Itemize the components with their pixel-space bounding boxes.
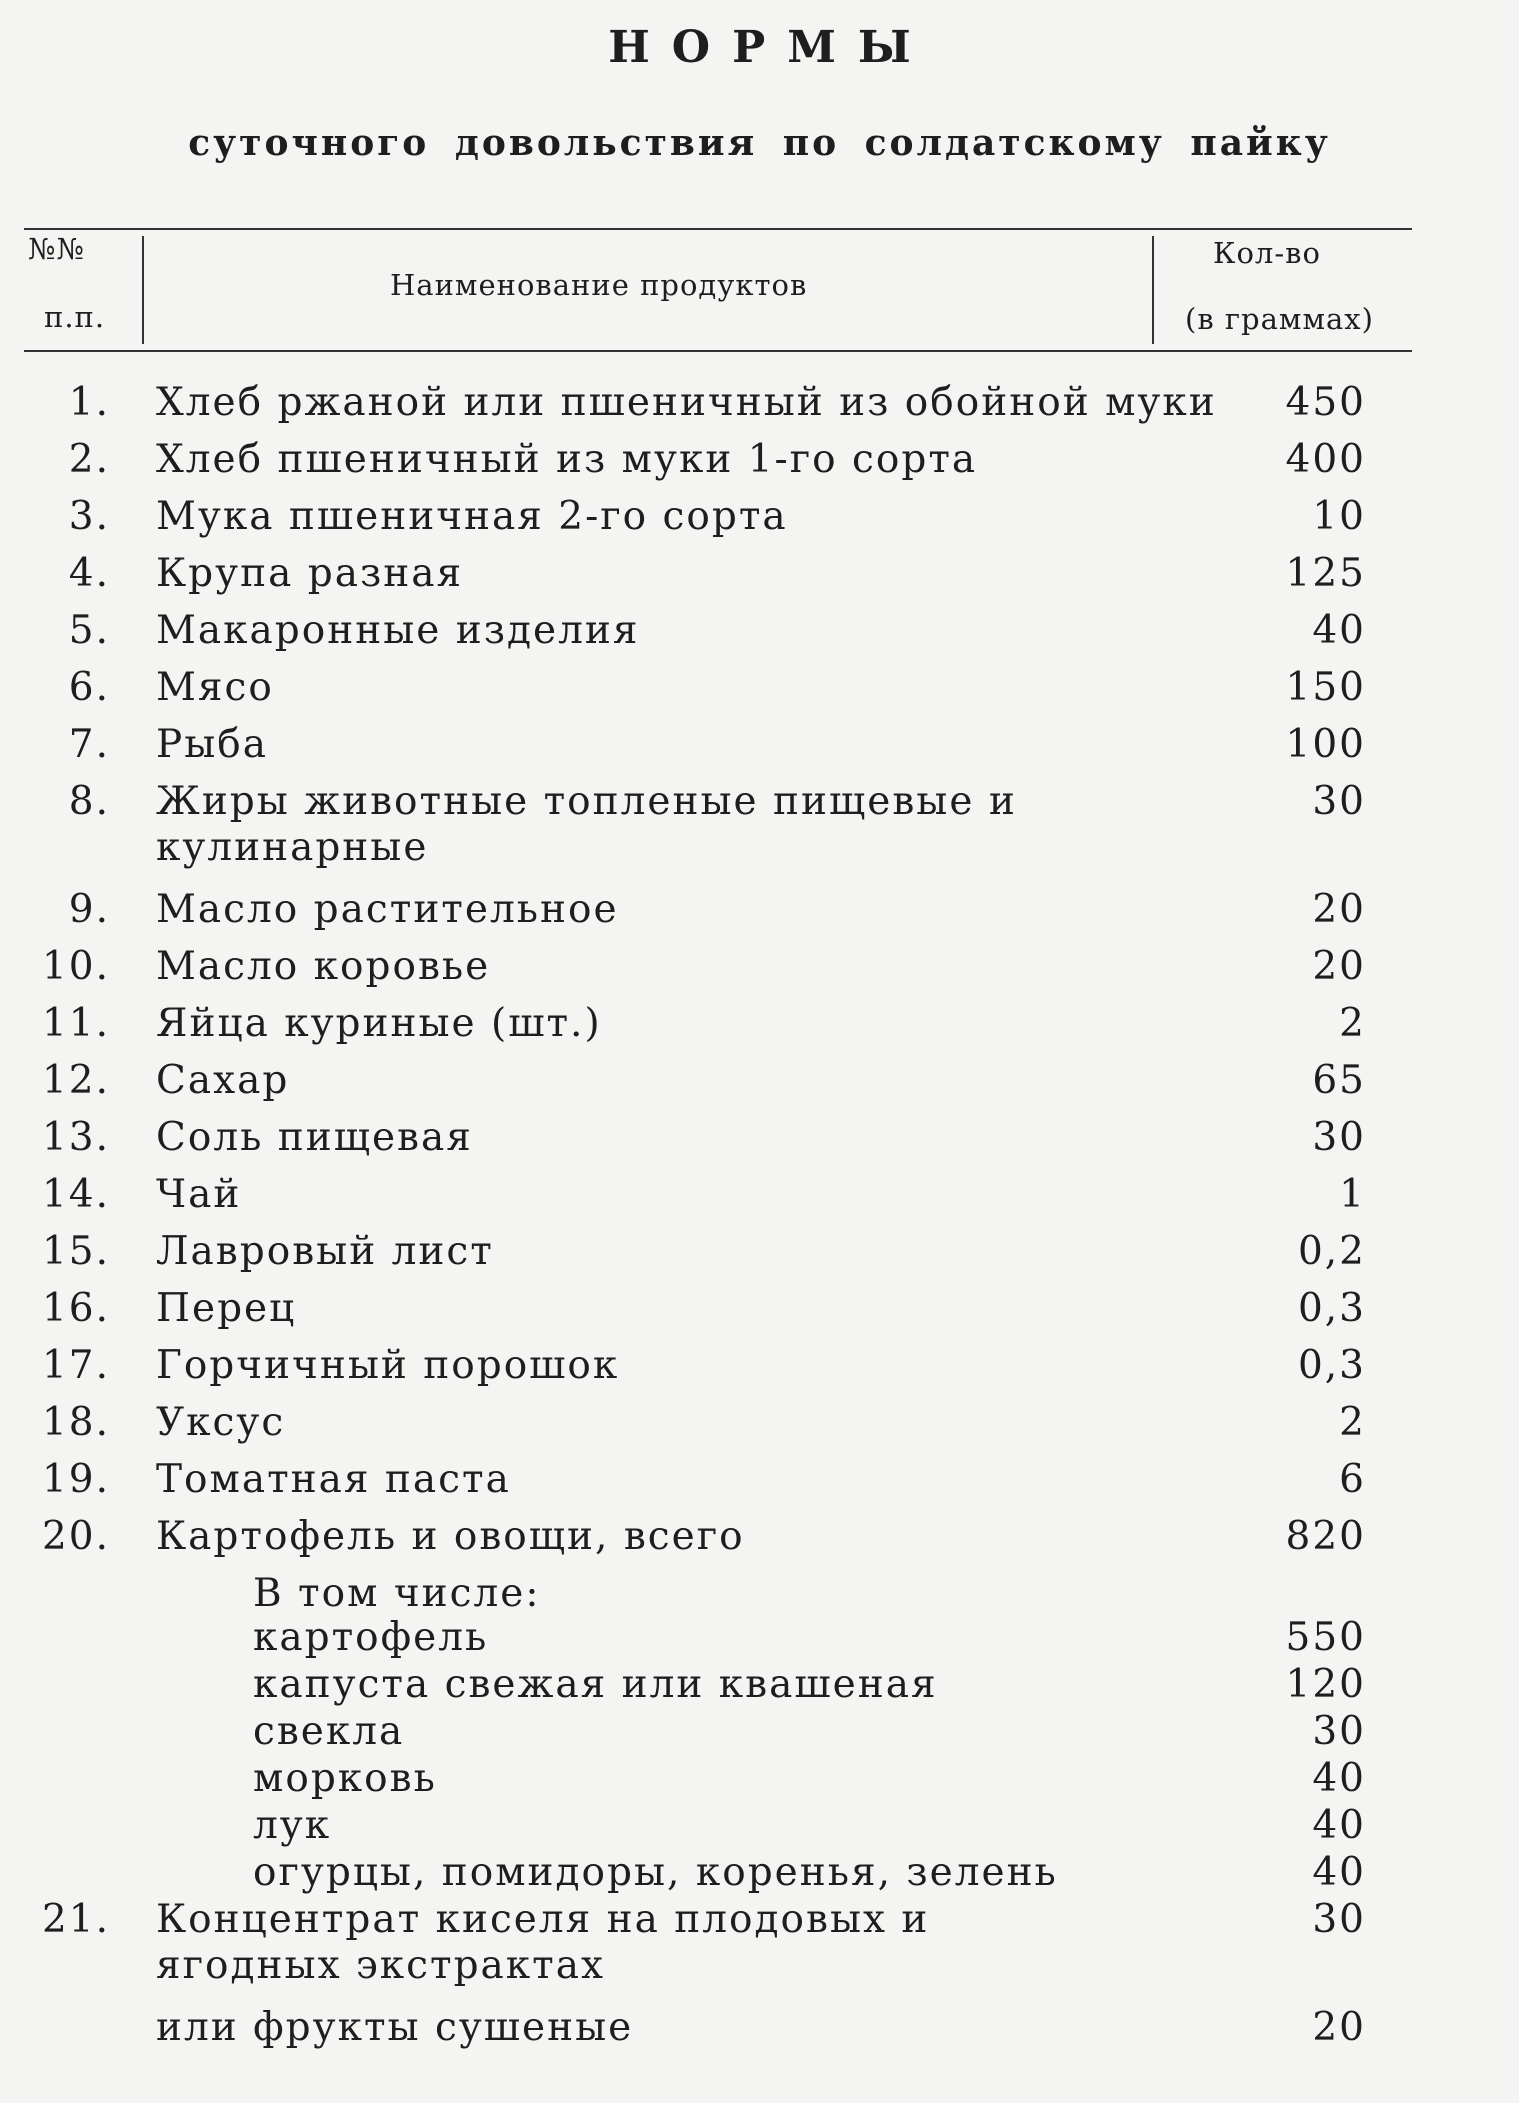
sub-item-row [0,1850,1519,1897]
product-name: Яйца куриные (шт.) [156,1001,602,1046]
table-row [0,1514,1519,1571]
row-number: 1. [68,380,110,425]
header-number-line1: №№ [28,232,85,266]
product-quantity: 2 [1339,1001,1366,1046]
sub-item-quantity: 550 [1285,1615,1366,1660]
table-row [0,608,1519,665]
product-quantity: 0,3 [1297,1343,1366,1388]
product-name: Соль пищевая [156,1115,473,1160]
table-row-continuation [0,2005,1519,2065]
header-number-line2: п.п. [44,300,106,334]
product-name: Концентрат киселя на плодовых и ягодных экстрактах [156,1897,930,1988]
header-quantity-line1: Кол-во [1213,236,1321,270]
product-quantity: 2 [1339,1400,1366,1445]
sub-item-name: морковь [253,1756,437,1801]
sub-item-quantity: 120 [1285,1662,1366,1707]
sub-item-row [0,1662,1519,1709]
product-quantity: 150 [1285,665,1366,710]
row-number: 10. [41,944,110,989]
page-title: НОРМЫ [608,22,933,73]
row-number: 6. [68,665,110,710]
row-number: 19. [41,1457,110,1502]
table-row [0,1343,1519,1400]
header-product-name: Наименование продуктов [390,268,808,302]
product-name: Хлеб пшеничный из муки 1-го сорта [156,437,978,482]
row-number: 18. [41,1400,110,1445]
table-top-rule [24,228,1412,230]
row-number: 8. [68,779,110,824]
product-quantity: 1 [1339,1172,1366,1217]
row-number: 11. [41,1001,110,1046]
row-number: 17. [41,1343,110,1388]
including-label: В том числе: [253,1571,541,1616]
product-quantity: 820 [1285,1514,1366,1559]
product-name: Масло коровье [156,944,491,989]
product-name: Горчичный порошок [156,1343,620,1388]
sub-item-row [0,1803,1519,1850]
product-name: Мясо [156,665,274,710]
row-number: 3. [68,494,110,539]
sub-item-name: огурцы, помидоры, коренья, зелень [253,1850,1058,1895]
product-quantity: 20 [1312,887,1366,932]
table-row [0,722,1519,779]
table-row [0,1058,1519,1115]
row-number: 21. [41,1897,110,1942]
sub-item-row [0,1615,1519,1662]
table-row [0,1897,1519,2005]
product-name: Уксус [156,1400,286,1445]
table-row [0,1457,1519,1514]
table-row [0,551,1519,608]
column-divider-2 [1152,236,1154,344]
table-row [0,1115,1519,1172]
product-quantity: 125 [1285,551,1366,596]
sub-item-quantity: 40 [1312,1803,1366,1848]
product-name-alternative: или фрукты сушеные [156,2005,634,2050]
product-name: Жиры животные топленые пищевые и кулинарные [156,779,1017,870]
page-subtitle: суточного довольствия по солдатскому пайку [188,122,1331,164]
product-quantity: 40 [1312,608,1366,653]
product-quantity: 400 [1285,437,1366,482]
product-name: Чай [156,1172,242,1217]
product-name: Рыба [156,722,269,767]
product-quantity: 100 [1285,722,1366,767]
row-number: 20. [41,1514,110,1559]
including-label-row [0,1571,1519,1615]
row-number: 15. [41,1229,110,1274]
product-name: Картофель и овощи, всего [156,1514,745,1559]
sub-item-quantity: 30 [1312,1709,1366,1754]
sub-item-quantity: 40 [1312,1756,1366,1801]
product-name: Мука пшеничная 2-го сорта [156,494,788,539]
sub-item-name: лук [253,1803,332,1848]
table-row [0,944,1519,1001]
product-quantity: 20 [1312,944,1366,989]
row-number: 2. [68,437,110,482]
row-number: 16. [41,1286,110,1331]
table-row [0,1172,1519,1229]
product-quantity: 30 [1312,779,1366,824]
table-header-rule [24,350,1412,352]
product-name: Лавровый лист [156,1229,494,1274]
product-name: Макаронные изделия [156,608,640,653]
sub-item-name: картофель [253,1615,489,1660]
product-quantity: 6 [1339,1457,1366,1502]
header-quantity-line2: (в граммах) [1185,302,1374,336]
row-number: 7. [68,722,110,767]
product-name: Хлеб ржаной или пшеничный из обойной муки [156,380,1217,425]
product-name: Масло растительное [156,887,619,932]
row-number: 14. [41,1172,110,1217]
sub-item-name: свекла [253,1709,405,1754]
sub-item-name: капуста свежая или квашеная [253,1662,938,1707]
product-quantity: 30 [1312,1115,1366,1160]
product-name: Перец [156,1286,297,1331]
product-quantity: 20 [1312,2005,1366,2050]
product-quantity: 65 [1312,1058,1366,1103]
table-row [0,437,1519,494]
sub-item-quantity: 40 [1312,1850,1366,1895]
product-quantity: 0,2 [1297,1229,1366,1274]
table-row [0,1229,1519,1286]
product-quantity: 450 [1285,380,1366,425]
sub-item-row [0,1709,1519,1756]
column-divider-1 [142,236,144,344]
product-name: Томатная паста [156,1457,511,1502]
product-name: Сахар [156,1058,290,1103]
table-row [0,1400,1519,1457]
table-row [0,494,1519,551]
table-row [0,380,1519,437]
table-row [0,665,1519,722]
product-quantity: 0,3 [1297,1286,1366,1331]
table-row [0,1286,1519,1343]
table-row [0,887,1519,944]
row-number: 5. [68,608,110,653]
row-number: 4. [68,551,110,596]
sub-item-row [0,1756,1519,1803]
row-number: 9. [68,887,110,932]
table-row [0,1001,1519,1058]
ration-table-body [0,380,1519,2065]
table-row [0,779,1519,887]
row-number: 12. [41,1058,110,1103]
product-name: Крупа разная [156,551,464,596]
product-quantity: 10 [1312,494,1366,539]
product-quantity: 30 [1312,1897,1366,1942]
row-number: 13. [41,1115,110,1160]
